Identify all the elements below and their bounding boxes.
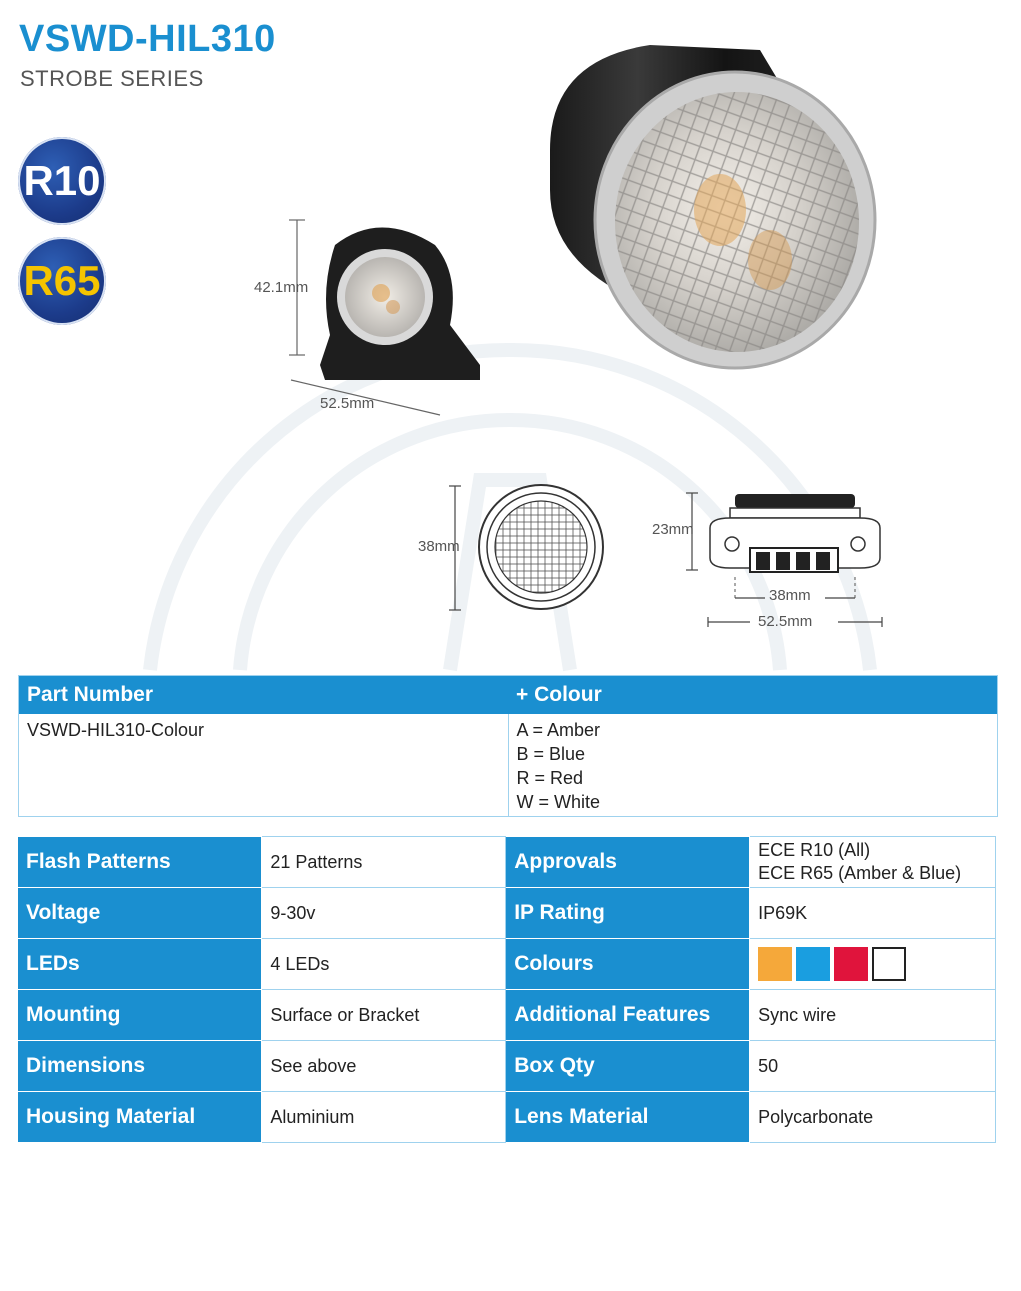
ip-rating-label: IP Rating (506, 888, 750, 939)
approvals-label: Approvals (506, 837, 750, 888)
lens-material-value: Polycarbonate (750, 1092, 996, 1143)
approval-r10: ECE R10 (All) (758, 840, 871, 860)
spec-row (18, 990, 996, 1041)
housing-material-label: Housing Material (18, 1092, 262, 1143)
spec-table (18, 836, 996, 1143)
amber-swatch (758, 947, 792, 981)
front-drawing (440, 480, 610, 615)
part-number-row (19, 714, 997, 816)
dimensions-label: Dimensions (18, 1041, 262, 1092)
dimensions-value: See above (262, 1041, 506, 1092)
colour-codes (509, 714, 998, 816)
profile-height-label: 23mm (652, 521, 694, 538)
bracket-photo (285, 215, 485, 420)
colour-code-blue: B = Blue (516, 744, 586, 764)
front-diameter-label: 38mm (418, 538, 460, 555)
profile-width-label: 52.5mm (758, 613, 813, 630)
voltage-label: Voltage (18, 888, 262, 939)
spec-row (18, 888, 996, 939)
profile-drawing (680, 488, 890, 628)
r65-badge: R65 (18, 237, 106, 325)
side-height-label: 42.1mm (254, 279, 309, 296)
additional-features-label: Additional Features (506, 990, 750, 1041)
flash-patterns-label: Flash Patterns (18, 837, 262, 888)
colour-swatches (750, 939, 996, 990)
ip-rating-value: IP69K (750, 888, 996, 939)
spec-row (18, 939, 996, 990)
part-number-header (19, 676, 997, 714)
colour-heading: + Colour (516, 683, 602, 706)
product-series: STROBE SERIES (20, 66, 204, 91)
red-swatch (834, 947, 868, 981)
flash-patterns-value: 21 Patterns (262, 837, 506, 888)
part-number-heading: Part Number (27, 683, 154, 706)
box-qty-label: Box Qty (506, 1041, 750, 1092)
leds-label: LEDs (18, 939, 262, 990)
housing-material-value: Aluminium (262, 1092, 506, 1143)
part-number-table (18, 675, 998, 817)
colour-code-amber: A = Amber (516, 720, 601, 740)
mounting-value: Surface or Bracket (262, 990, 506, 1041)
colour-code-red: R = Red (516, 768, 584, 788)
product-title: VSWD-HIL310 (19, 18, 276, 60)
leds-value: 4 LEDs (262, 939, 506, 990)
lens-material-label: Lens Material (506, 1092, 750, 1143)
approval-r65: ECE R65 (Amber & Blue) (758, 863, 962, 883)
blue-swatch (796, 947, 830, 981)
colours-label: Colours (506, 939, 750, 990)
mounting-label: Mounting (18, 990, 262, 1041)
white-swatch (872, 947, 906, 981)
r10-badge: R10 (18, 137, 106, 225)
product-photo (530, 40, 880, 380)
spec-row (18, 1092, 996, 1143)
part-number-value: VSWD-HIL310-Colour (19, 714, 509, 816)
profile-inner-label: 38mm (769, 587, 811, 604)
spec-row (18, 837, 996, 888)
approvals-value (750, 837, 996, 888)
side-width-label: 52.5mm (320, 395, 375, 412)
box-qty-value: 50 (750, 1041, 996, 1092)
spec-row (18, 1041, 996, 1092)
colour-code-white: W = White (516, 792, 601, 812)
additional-features-value: Sync wire (750, 990, 996, 1041)
voltage-value: 9-30v (262, 888, 506, 939)
